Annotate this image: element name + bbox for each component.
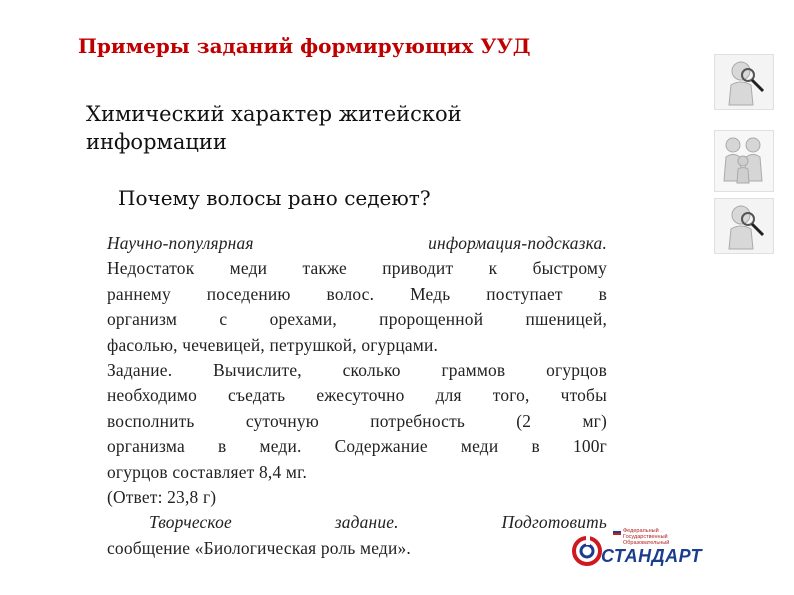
article-answer: (Ответ: 23,8 г) <box>107 487 217 508</box>
article-line: необходимо съедать ежесуточно для того, чтобы <box>107 385 607 406</box>
article-line: сообщение «Биологическая роль меди». <box>107 537 411 558</box>
article-line: огурцов составляет 8,4 мг. <box>107 461 308 482</box>
article-line: организм с орехами, пророщенной пшеницей, <box>107 309 607 330</box>
article-scan <box>107 231 607 561</box>
article-line-task: Задание. Вычислите, сколько граммов огурцов <box>107 360 607 381</box>
article-line: восполнить суточную потребность (2 мг) <box>107 410 607 431</box>
person-magnifier-icon[interactable] <box>714 54 774 110</box>
logo-wordmark: СТАНДАРТ <box>601 546 702 566</box>
logo-caption-line: Федеральный <box>623 528 659 534</box>
flag-icon <box>613 529 621 535</box>
family-icon[interactable] <box>714 130 774 192</box>
article-line: организма в меди. Содержание меди в 100г <box>107 436 607 457</box>
person-magnifier-icon[interactable] <box>714 198 774 254</box>
article-creative-task: Творческое задание. Подготовить <box>149 512 607 533</box>
page-title: Примеры заданий формирующих УУД <box>78 34 531 58</box>
logo-caption-line: Образовательный <box>623 540 670 546</box>
article-line: раннему поседению волос. Медь поступает в <box>107 283 607 304</box>
logo-caption <box>623 528 695 546</box>
question-heading: Почему волосы рано седеют? <box>118 186 431 210</box>
article-line: Научно-популярная информация-подсказка. <box>107 233 607 253</box>
logo-caption-line: Государственный <box>623 534 668 540</box>
article-line: Недостаток меди также приводит к быстрому <box>107 258 607 279</box>
subtitle: Химический характер житейской информации <box>86 102 462 154</box>
article-line: фасолью, чечевицей, петрушкой, огурцами. <box>107 334 439 355</box>
